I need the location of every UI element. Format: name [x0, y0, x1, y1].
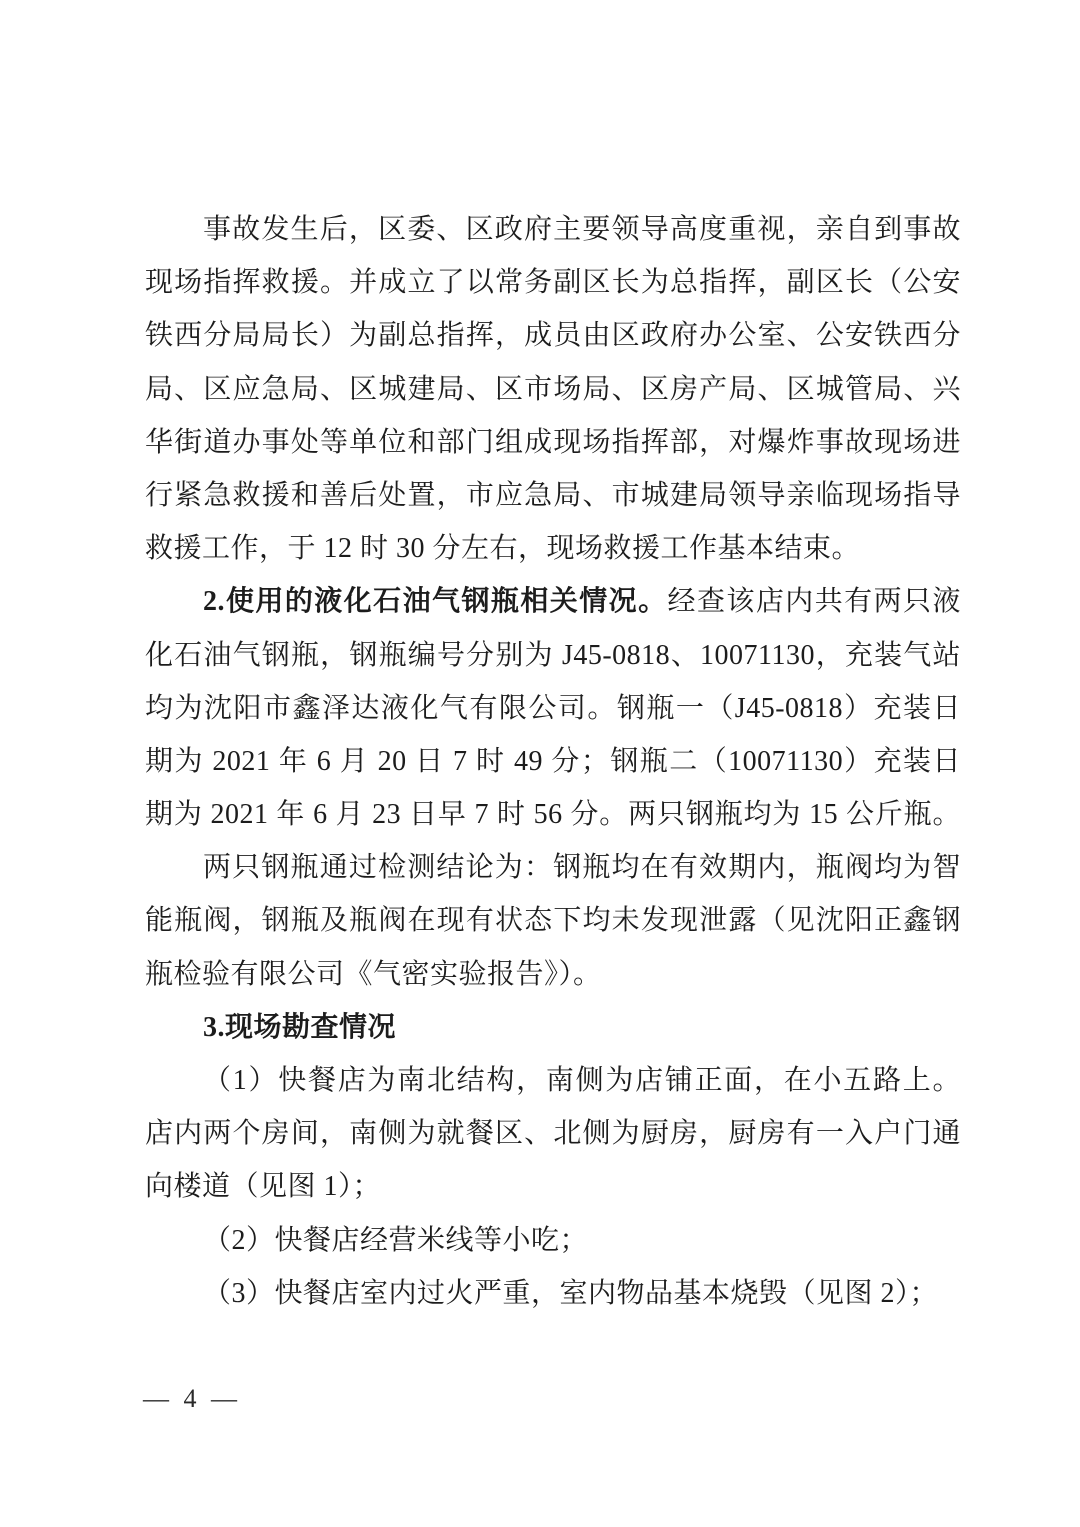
text-segment: 化石油气钢瓶，钢瓶编号分别为 J45-0818、10071130，充装气站: [145, 639, 961, 671]
page-number: — 4 —: [143, 1384, 241, 1413]
text-segment: （3）快餐店室内过火严重，室内物品基本烧毁（见图 2）；: [203, 1277, 939, 1309]
text-segment: （1）快餐店为南北结构，南侧为店铺正面，在小五路上。: [203, 1065, 961, 1096]
text-line: [145, 1107, 961, 1160]
text-line: [145, 788, 961, 841]
text-line: [145, 1160, 961, 1213]
heading-segment: 2.使用的液化石油气钢瓶相关情况。: [203, 586, 668, 618]
text-segment: 期为 2021 年 6 月 20 日 7 时 49 分；钢瓶二（10071130）充装日: [145, 745, 961, 777]
text-line: [145, 735, 961, 788]
text-segment: 行紧急救援和善后处置，市应急局、市城建局领导亲临现场指导: [145, 479, 961, 511]
text-segment: 救援工作，于 12 时 30 分左右，现场救援工作基本结束。: [145, 533, 861, 565]
text-segment: 期为 2021 年 6 月 23 日早 7 时 56 分。两只钢瓶均为 15 公斤瓶。: [145, 799, 961, 831]
text-line: [145, 1001, 961, 1054]
text-line: [145, 522, 961, 575]
text-line: [145, 629, 961, 682]
text-segment: 两只钢瓶通过检测结论为：钢瓶均在有效期内，瓶阀均为智: [203, 852, 961, 884]
text-segment: 均为沈阳市鑫泽达液化气有限公司。钢瓶一（J45-0818）充装日: [145, 692, 961, 724]
text-line: [145, 416, 961, 469]
text-segment: 能瓶阀，钢瓶及瓶阀在现有状态下均未发现泄露（见沈阳正鑫钢: [145, 905, 961, 937]
text-line: [145, 1214, 961, 1267]
heading-segment: 3.现场勘查情况: [203, 1011, 397, 1043]
text-segment: 铁西分局局长）为副总指挥，成员由区政府办公室、公安铁西分: [145, 320, 961, 352]
text-segment: 华街道办事处等单位和部门组成现场指挥部，对爆炸事故现场进: [145, 426, 961, 458]
text-line: [145, 948, 961, 1001]
text-line: [145, 469, 961, 522]
text-line: [145, 841, 961, 894]
text-line: [145, 309, 961, 362]
text-line: [145, 575, 961, 628]
text-segment: （2）快餐店经营米线等小吃；: [203, 1224, 589, 1256]
text-segment: 局、区应急局、区城建局、区市场局、区房产局、区城管局、兴: [145, 373, 961, 405]
text-segment: 瓶检验有限公司《气密实验报告》）。: [145, 958, 602, 990]
text-line: [145, 1054, 961, 1107]
text-line: [145, 682, 961, 735]
text-line: [145, 1267, 961, 1320]
text-segment: 向楼道（见图 1）；: [145, 1171, 382, 1203]
text-segment: 经查该店内共有两只液: [667, 586, 961, 618]
text-segment: 店内两个房间，南侧为就餐区、北侧为厨房，厨房有一入户门通: [145, 1118, 961, 1150]
text-line: [145, 363, 961, 416]
text-line: [145, 256, 961, 309]
document-body: [145, 203, 961, 1320]
text-line: [145, 203, 961, 256]
text-line: [145, 894, 961, 947]
text-segment: 事故发生后，区委、区政府主要领导高度重视，亲自到事故: [203, 214, 961, 245]
text-segment: 现场指挥救援。并成立了以常务副区长为总指挥，副区长（公安: [145, 267, 961, 299]
